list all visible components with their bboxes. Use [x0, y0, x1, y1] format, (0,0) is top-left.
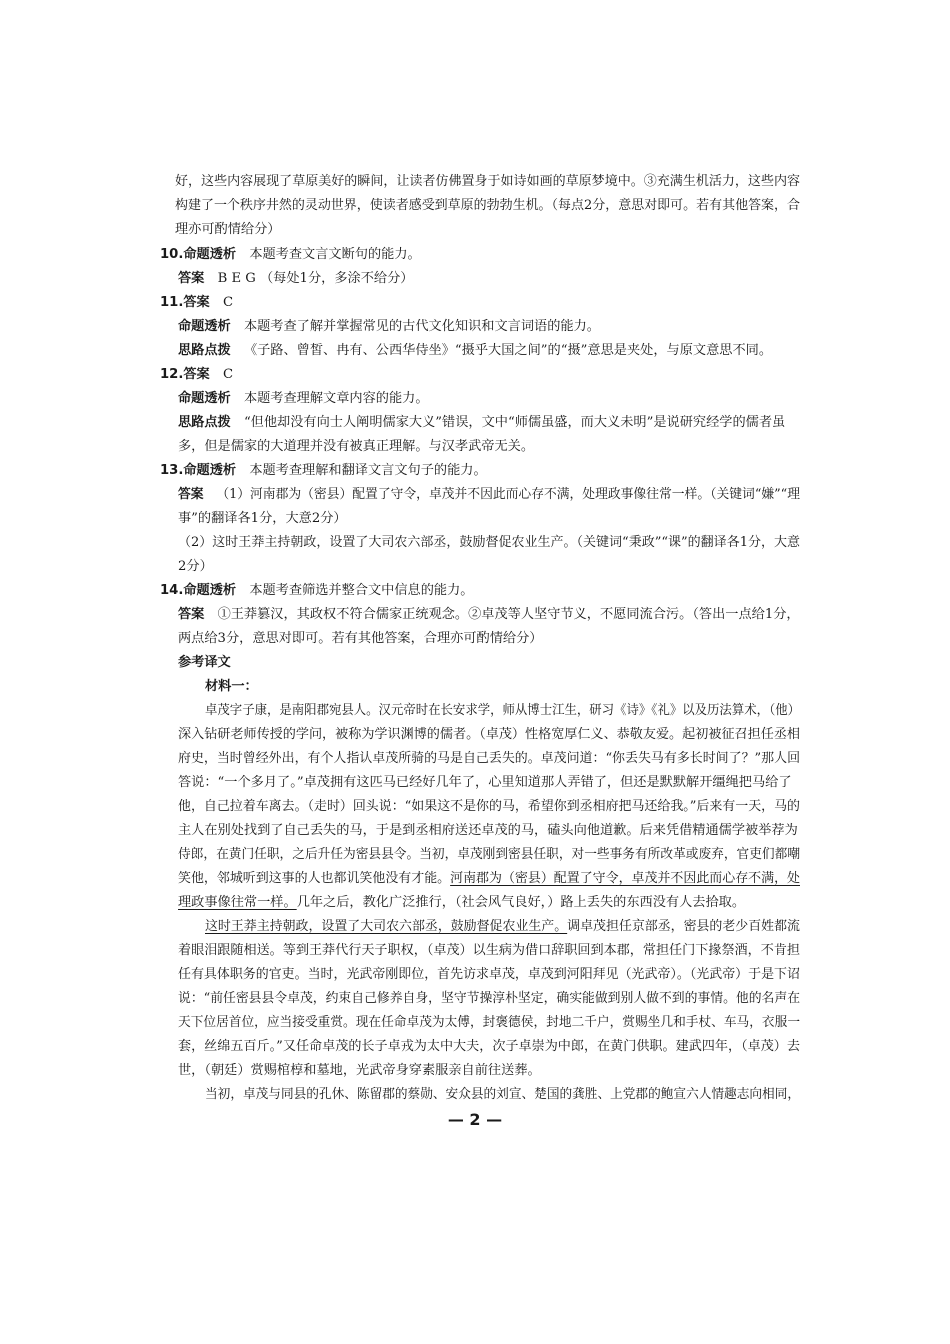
translation-line: 世，（朝廷）赏赐棺椁和墓地，光武帝身穿素服亲自前往送葬。: [178, 1063, 541, 1078]
question-14-answer: [178, 605, 800, 625]
question-10-analysis: [160, 245, 421, 265]
translation-line: 主人在别处找到了自己丢失的马，于是到丞相府送还卓茂的马，磕头向他道歉。后来凭借精通儒学被举荐为: [178, 823, 798, 838]
intro-line: 理亦可酌情给分）: [175, 222, 281, 237]
translation-text: 几年之后，教化广泛推行，（社会风气良好，）路上丢失的东西没有人去拾取。: [296, 895, 746, 910]
translation-line: 深入钻研老师传授的学问，被称为学识渊博的儒者。（卓茂）性格宽厚仁义、恭敬友爱。起初被征召担任丞相: [178, 727, 801, 742]
translation-line: 天下位居首位，应当接受重赏。现在任命卓茂为太傅，封褒德侯，封地二千户，赏赐坐几和手杖、车马，衣服一: [178, 1015, 801, 1030]
translation-line: 说：“前任密县县令卓茂，约束自己修养自身，坚守节操淳朴坚定，确实能做到别人做不到的事情。他的名声在: [178, 991, 801, 1006]
page-number: — 2 —: [447, 1110, 503, 1129]
material-one-title: 材料一：: [205, 679, 258, 694]
hint-label: 思路点拨: [178, 415, 231, 430]
question-12-analysis: [178, 389, 429, 409]
question-13-analysis: [160, 461, 487, 481]
question-number: 12.: [160, 367, 184, 382]
answer-text: （1）河南郡为（密县）配置了守令，卓茂并不因此而心存不满，处理政事像往常一样。（关键词“嫌”“理: [216, 487, 800, 502]
question-number: 10.: [160, 247, 184, 262]
translation-line: 着眼泪跟随相送。等到王莽代行天子职权，（卓茂）以生病为借口辞职回到本郡，常担任门下掾祭酒，不肯担: [178, 943, 801, 958]
translation-line: 府史，当时曾经外出，有个人指认卓茂所骑的马是自己丢失的。卓茂问道：“你丢失马有多长时间了？”那人回: [178, 751, 801, 766]
translation-line: 当初，卓茂与同县的孔休、陈留郡的蔡勋、安众县的刘宣、楚国的龚胜、上党郡的鲍宣六人情趣志向相同，: [205, 1087, 801, 1102]
underlined-sentence: 理政事像往常一样。: [178, 895, 297, 910]
answer-label: 答案: [178, 271, 205, 286]
question-12-answer: [160, 365, 233, 385]
analysis-label: 命题透析: [183, 247, 237, 262]
translation-line: 任有具体职务的官吏。当时，光武帝刚即位，首先访求卓茂，卓茂到河阳拜见（光武帝）。（光武帝）于是下诏: [178, 967, 800, 982]
translation-text: 笑他，邻城听到这事的人也都讥笑他没有才能。: [178, 871, 451, 886]
answer-text-continued: 事”的翻译各1分，大意2分）: [178, 511, 347, 526]
question-number: 13.: [160, 463, 184, 478]
answer-text: C: [222, 367, 234, 382]
underlined-sentence: 这时王莽主持朝政，设置了大司农六部丞，鼓励督促农业生产。: [205, 919, 568, 934]
answer-text-continued: 两点给3分，意思对即可。若有其他答案，合理亦可酌情给分）: [178, 631, 543, 646]
analysis-text: 本题考查了解并掌握常见的古代文化知识和文言词语的能力。: [243, 319, 600, 334]
analysis-label: 命题透析: [178, 319, 231, 334]
answer-label: 答案: [183, 295, 210, 310]
answer-text: ①王莽篡汉，其政权不符合儒家正统观念。②卓茂等人坚守节义，不愿同流合污。（答出一点给1分，: [217, 607, 800, 622]
translation-line: 他，自己拉着车离去。（走时）回头说：“如果这不是你的马，希望你到丞相府把马还给我。”后来有一天，马的: [178, 799, 801, 814]
analysis-text: 本题考查理解文章内容的能力。: [243, 391, 429, 406]
translation-line: 套，丝绵五百斤。”又任命卓茂的长子卓戎为太中大夫，次子卓崇为中郎，在黄门供职。建武四年，（卓茂）去: [178, 1039, 800, 1054]
translation-text: 调卓茂担任京部丞，密县的老少百姓都流: [567, 919, 800, 934]
underlined-sentence: 河南郡为（密县）配置了守令，卓茂并不因此而心存不满，处: [450, 871, 800, 886]
answer-text: B E G （每处1分，多涂不给分）: [217, 271, 414, 286]
analysis-label: 命题透析: [178, 391, 231, 406]
translation-line: 卓茂字子康，是南阳郡宛县人。汉元帝时在长安求学，师从博士江生，研习《诗》《礼》以及历法算术，（他）: [205, 703, 801, 718]
reference-translation-title: 参考译文: [178, 655, 231, 670]
question-10-answer: [178, 269, 413, 289]
hint-text: 《子路、曾皙、冉有、公西华侍坐》“摄乎大国之间”的“摄”意思是夹处，与原文意思不同。: [243, 343, 773, 358]
hint-text: “但他却没有向士人阐明儒家大义”错误，文中“师儒虽盛，而大义未明”是说研究经学的儒者虽: [243, 415, 786, 430]
answer-label: 答案: [178, 607, 205, 622]
analysis-text: 本题考查文言文断句的能力。: [249, 247, 421, 262]
analysis-label: 命题透析: [183, 583, 237, 598]
translation-line: 侍郎，在黄门任职，之后升任为密县县令。当初，卓茂刚到密县任职，对一些事务有所改革或废弃，官吏们都嘲: [178, 847, 801, 862]
translation-line: [178, 869, 800, 889]
answer-text-continued: 2分）: [178, 559, 213, 574]
answer-label: 答案: [178, 487, 204, 502]
question-11-answer: [160, 293, 233, 313]
translation-line: [205, 917, 800, 937]
question-number: 11.: [160, 295, 184, 310]
question-12-hint: [178, 413, 785, 433]
answer-text: C: [222, 295, 234, 310]
question-14-analysis: [160, 581, 474, 601]
analysis-text: 本题考查筛选并整合文中信息的能力。: [249, 583, 474, 598]
hint-text-continued: 多，但是儒家的大道理并没有被真正理解。与汉孝武帝无关。: [178, 439, 535, 454]
answer-label: 答案: [183, 367, 210, 382]
analysis-text: 本题考查理解和翻译文言文句子的能力。: [249, 463, 487, 478]
analysis-label: 命题透析: [183, 463, 237, 478]
intro-line: 好，这些内容展现了草原美好的瞬间，让读者仿佛置身于如诗如画的草原梦境中。③充满生机活力，这些内容: [175, 174, 801, 189]
translation-line: [178, 893, 745, 913]
question-11-analysis: [178, 317, 600, 337]
intro-line: 构建了一个秩序井然的灵动世界，使读者感受到草原的勃勃生机。（每点2分，意思对即可。若有其他答案，合: [175, 198, 801, 213]
question-13-answer: [178, 485, 800, 505]
question-number: 14.: [160, 583, 184, 598]
question-11-hint: [178, 341, 772, 361]
hint-label: 思路点拨: [178, 343, 231, 358]
answer-text-continued: （2）这时王莽主持朝政，设置了大司农六部丞，鼓励督促农业生产。（关键词“秉政”“课”的翻译各1分，大意: [178, 535, 801, 550]
translation-line: 答说：“一个多月了。”卓茂拥有这匹马已经好几年了，心里知道那人弄错了，但还是默默解开缰绳把马给了: [178, 775, 792, 790]
